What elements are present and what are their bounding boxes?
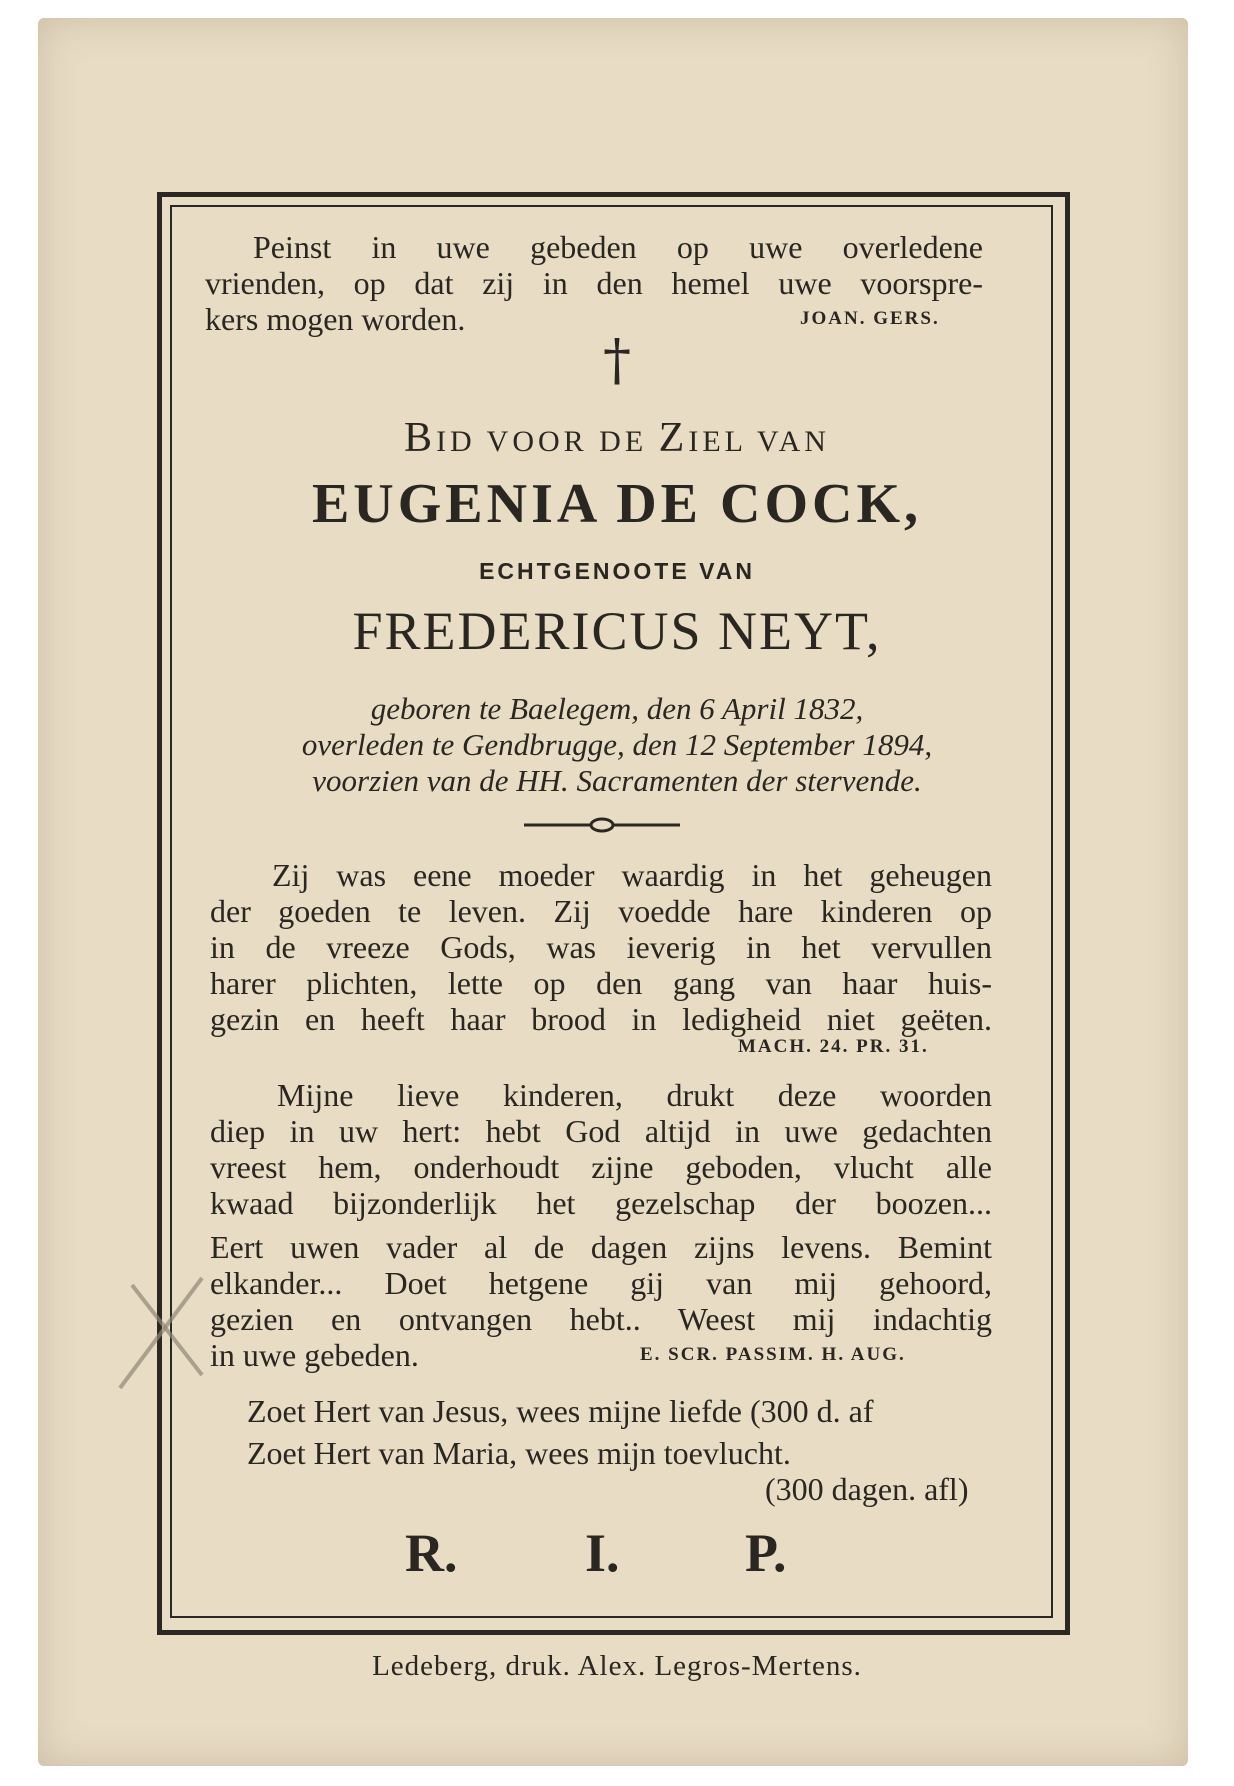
rip-r: R.: [405, 1523, 458, 1583]
invocation-jesus: Zoet Hert van Jesus, wees mijne liefde (300 d. af: [247, 1393, 874, 1429]
epigraph-line-1: Peinst in uwe gebeden op uwe overledene: [253, 229, 983, 265]
para3-line-4: in uwe gebeden.: [210, 1337, 419, 1373]
heading-initial-b: B: [404, 415, 437, 461]
deceased-name: EUGENIA DE COCK,: [311, 473, 923, 535]
para2-line-1: Mijne lieve kinderen, drukt deze woorden: [277, 1077, 992, 1113]
heading-initial-z: Z: [658, 415, 689, 461]
indulgence-note: (300 dagen. afl): [765, 1471, 969, 1507]
spouse-name: FREDERICUS NEYT,: [352, 601, 882, 661]
para3-source: E. SCR. PASSIM. H. AUG.: [640, 1344, 906, 1365]
para1-line-2: der goeden te leven. Zij voedde hare kinderen op: [210, 893, 992, 929]
rip-i: I.: [585, 1523, 620, 1583]
prayer-heading: [0, 414, 1234, 462]
para3-line-1: Eert uwen vader al de dagen zijns levens. Bemint: [210, 1229, 992, 1265]
para2-line-2: diep in uw hert: hebt God altijd in uwe gedachten: [210, 1113, 992, 1149]
epigraph-line-2: vrienden, op dat zij in den hemel uwe voorspre-: [205, 265, 983, 301]
pencil-x-mark: [110, 1270, 215, 1395]
sacraments-line: voorzien van de HH. Sacramenten der stervende.: [312, 763, 922, 798]
death-line: overleden te Gendbrugge, den 12 September 1894,: [301, 727, 933, 762]
spouse-label: ECHTGENOOTE VAN: [479, 558, 755, 584]
para1-line-1: Zij was eene moeder waardig in het geheugen: [272, 857, 992, 893]
ornament-divider: [522, 815, 682, 835]
rip-p: P.: [745, 1523, 787, 1583]
invocation-maria: Zoet Hert van Maria, wees mijn toevlucht.: [247, 1435, 791, 1471]
para1-line-4: harer plichten, lette op den gang van haar huis-: [210, 965, 992, 1001]
para1-line-3: in de vreeze Gods, was ieverig in het vervullen: [210, 929, 992, 965]
para2-line-4: kwaad bijzonderlijk het gezelschap der boozen...: [210, 1185, 992, 1221]
para2-line-3: vreest hem, onderhoudt zijne geboden, vlucht alle: [210, 1149, 992, 1185]
cross-icon: †: [603, 328, 631, 393]
para1-line-5: gezin en heeft haar brood in ledigheid niet geëten.: [210, 1001, 992, 1037]
heading-part-1: ID VOOR DE: [436, 425, 659, 458]
para3-line-3: gezien en ontvangen hebt.. Weest mij indachtig: [210, 1301, 992, 1337]
heading-part-2: IEL VAN: [688, 425, 830, 458]
para1-source: MACH. 24. PR. 31.: [738, 1036, 929, 1057]
epigraph-source: JOAN. GERS.: [800, 308, 940, 329]
para3-line-2: elkander... Doet hetgene gij van mij gehoord,: [210, 1265, 992, 1301]
birth-line: geboren te Baelegem, den 6 April 1832,: [370, 691, 864, 726]
printer-imprint: Ledeberg, druk. Alex. Legros-Mertens.: [372, 1650, 862, 1682]
epigraph-line-3: kers mogen worden.: [205, 301, 466, 337]
